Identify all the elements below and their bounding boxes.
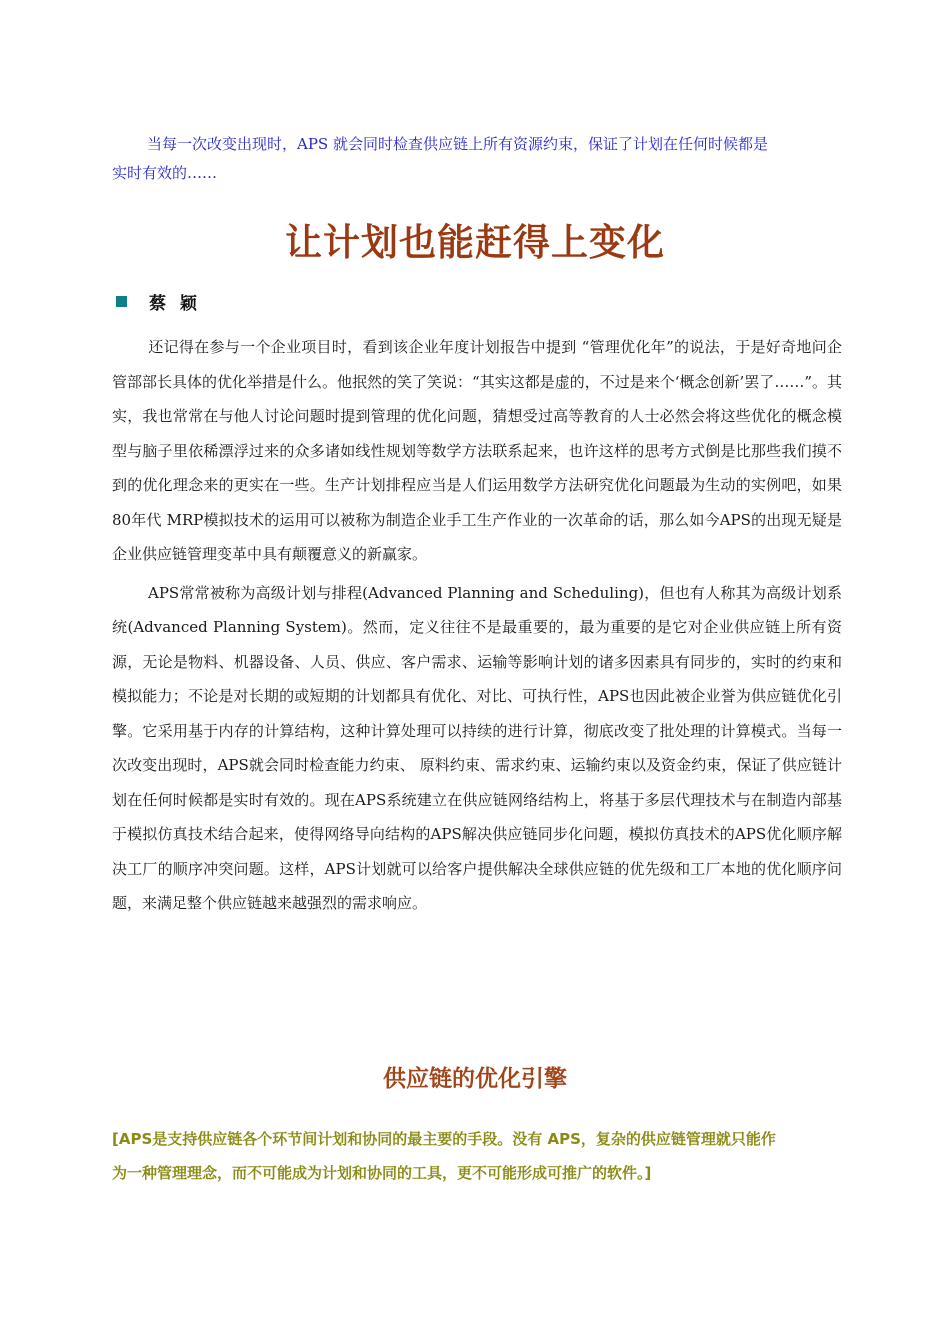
article-title: 让计划也能赶得上变化 — [285, 221, 665, 264]
intro-line-2: 实时有效的…… — [112, 164, 218, 182]
quote-line-2: 为一种管理理念，而不可能成为计划和协同的工具，更不可能形成可推广的软件。] — [112, 1164, 652, 1182]
square-bullet-icon — [116, 296, 127, 307]
author-row — [116, 289, 201, 314]
section-title: 供应链的优化引擎 — [383, 1066, 567, 1092]
intro-lead — [112, 130, 838, 188]
paragraph-1: 还记得在参与一个企业项目时，看到该企业年度计划报告中提到 “管理优化年”的说法，于是好奇地问企管部部长具体的优化举措是什么。他抿然的笑了笑说：“其实这都是虚的，不过是来个‘概念创新’罢了……”。其实，我也常常在与他人讨论问题时提到管理的优化问题，猜想受过高等教育的人士必然会将这些优化的概念模型与脑子里依稀漂浮过来的众多诸如线性规划等数学方法联系起来，也许这样的思考方式倒是比那些我们摸不到的优化理念来的更实在一些。生产计划排程应当是人们运用数学方法研究优化问题最为生动的实例吧，如果80年代 MRP模拟技术的运用可以被称为制造企业手工生产作业的一次革命的话，那么如今APS的出现无疑是企业供应链管理变革中具有颠覆意义的新赢家。 — [112, 338, 842, 563]
intro-line-1: 当每一次改变出现时，APS 就会同时检查供应链上所有资源约束，保证了计划在任何时候都是 — [147, 135, 768, 153]
article-body — [112, 330, 842, 921]
paragraph-2: APS常常被称为高级计划与排程(Advanced Planning and Scheduling)，但也有人称其为高级计划系统(Advanced Planning System)。然而，定义往往不是最重要的，最为重要的是它对企业供应链上所有资源，无论是物料、机器设备、人员、供应、客户需求、运输等影响计划的诸多因素具有同步的，实时的约束和模拟能力；不论是对长期的或短期的计划都具有优化、对比、可执行性，APS也因此被企业誉为供应链优化引擎。它采用基于内存的计算结构，这种计算处理可以持续的进行计算，彻底改变了批处理的计算模式。当每一次改变出现时，APS就会同时检查能力约束、 原料约束、需求约束、运输约束以及资金约束，保证了供应链计划在任何时候都是实时有效的。现在APS系统建立在供应链网络结构上，将基于多层代理技术与在制造内部基于模拟仿真技术结合起来，使得网络导向结构的APS解决供应链同步化问题，模拟仿真技术的APS优化顺序解决工厂的顺序冲突问题。这样，APS计划就可以给客户提供解决全球供应链的优先级和工厂本地的优化顺序问题，来满足整个供应链越来越强烈的需求响应。 — [112, 583, 842, 912]
pull-quote — [112, 1122, 844, 1190]
author-name: 蔡 颖 — [149, 294, 201, 314]
quote-line-1: [APS是支持供应链各个环节间计划和协同的最主要的手段。没有 APS，复杂的供应链管理就只能作 — [112, 1130, 776, 1148]
